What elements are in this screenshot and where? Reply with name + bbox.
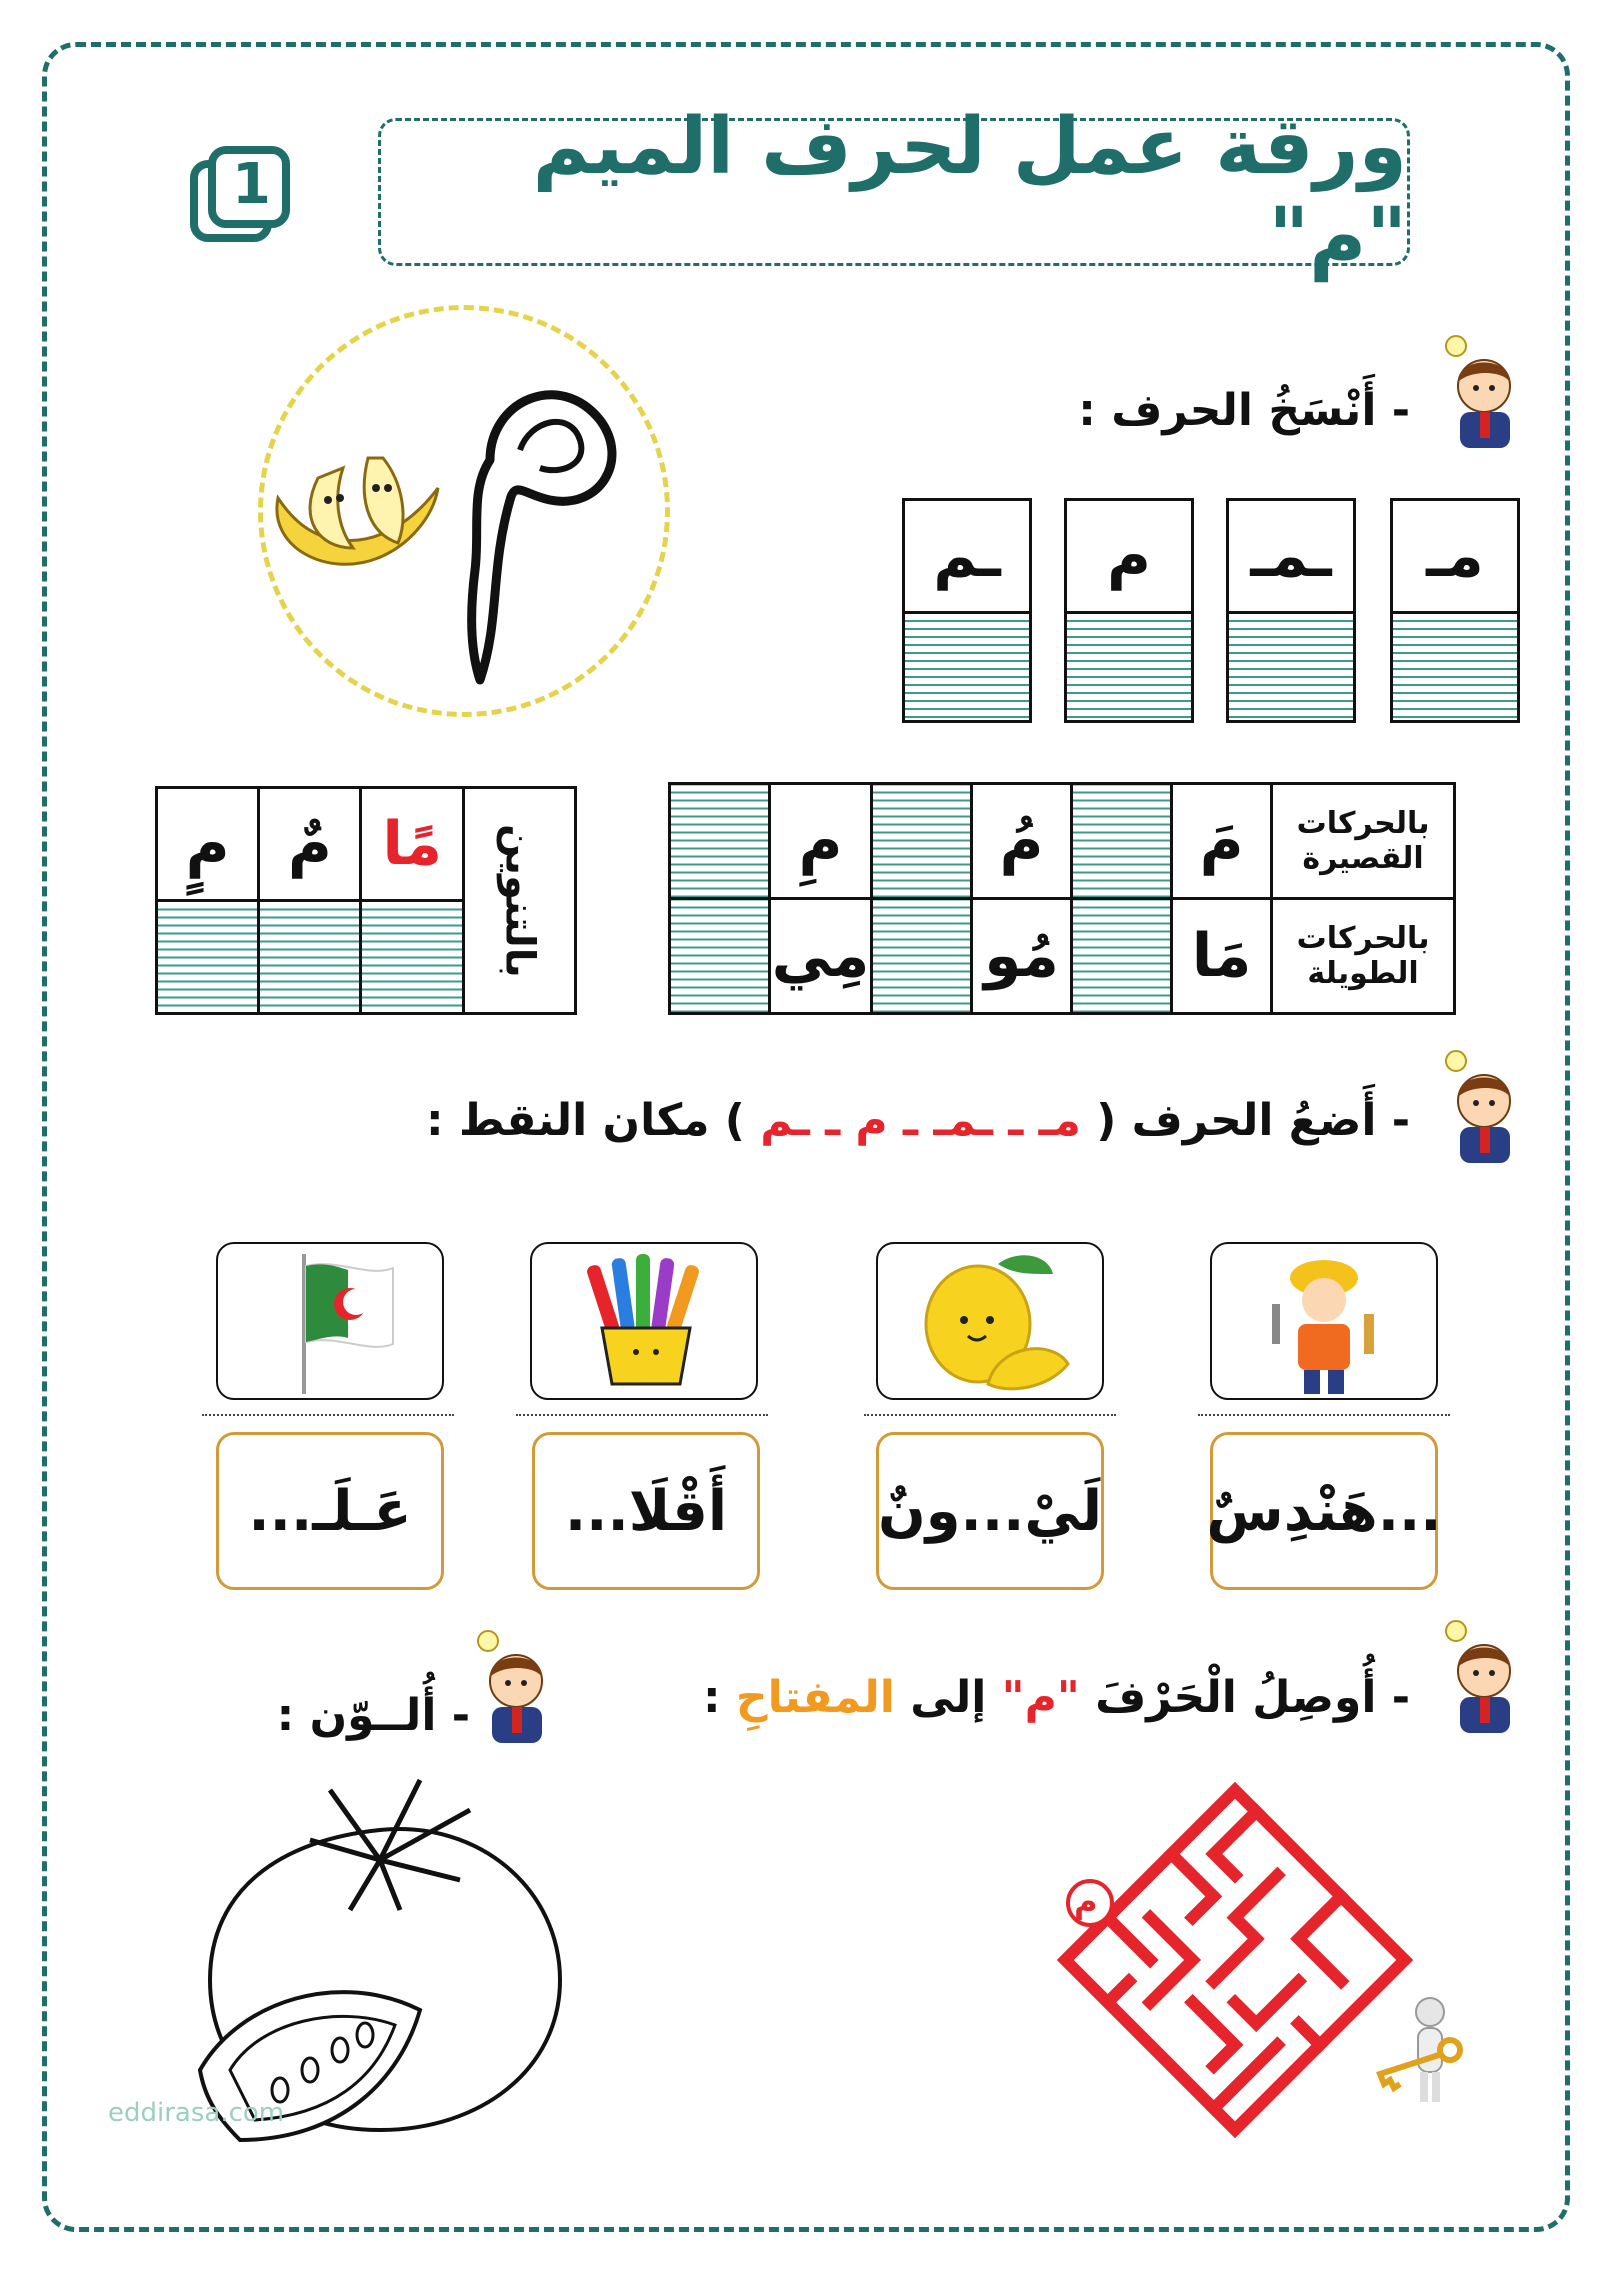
word-card[interactable]: عَـلَـ... — [216, 1432, 444, 1590]
tanween-cell: مًا — [361, 788, 463, 901]
title-box — [378, 102, 1410, 282]
writing-lines[interactable] — [905, 614, 1029, 718]
copy-card-2 — [1226, 498, 1356, 723]
maze-letter-label: "م" — [1001, 1672, 1080, 1723]
dotted-line — [864, 1414, 1116, 1416]
copy-letter: ـم — [905, 501, 1029, 614]
picture-card-engineer — [1210, 1242, 1438, 1400]
tanween-label: بالتنوين — [463, 788, 575, 1014]
short-vowel-cell: مِ — [770, 784, 872, 899]
copy-letter: ـمـ — [1229, 501, 1353, 614]
banana-icon — [258, 438, 448, 588]
maze-heading-end: : — [702, 1672, 721, 1723]
short-vowel-cell: مُ — [972, 784, 1072, 899]
copy-letter: م — [1067, 501, 1191, 614]
copy-card-3 — [1064, 498, 1194, 723]
writing-cell[interactable] — [1072, 899, 1172, 1014]
copy-card-4 — [902, 498, 1032, 723]
row-label-short: بالحركات القصيرة — [1272, 784, 1455, 899]
long-vowel-cell: مَا — [1172, 899, 1272, 1014]
picture-card-pens — [530, 1242, 758, 1400]
boy-icon — [1430, 1045, 1526, 1165]
writing-cell[interactable] — [1072, 784, 1172, 899]
short-vowel-cell: مَ — [1172, 784, 1272, 899]
long-vowel-cell: مُو — [972, 899, 1072, 1014]
writing-cell[interactable] — [670, 899, 770, 1014]
writing-lines[interactable] — [1229, 614, 1353, 718]
maze-heading-mid: إلى — [910, 1672, 987, 1723]
writing-lines[interactable] — [1393, 614, 1517, 718]
page-number-badge — [188, 146, 292, 246]
maze-key-word: المفتاحِ — [735, 1672, 895, 1723]
algeria-flag-icon — [218, 1244, 442, 1398]
copy-heading: - أَنْسَخُ الحرف : — [1078, 385, 1410, 436]
boy-icon — [1430, 1615, 1526, 1735]
place-heading-end: ) مكان النقط : — [425, 1095, 745, 1146]
picture-card-lemon — [876, 1242, 1104, 1400]
picture-card-flag — [216, 1242, 444, 1400]
long-vowel-cell: مِي — [770, 899, 872, 1014]
harakat-table — [668, 782, 1456, 1015]
boy-icon — [462, 1625, 558, 1745]
writing-cell[interactable] — [871, 899, 971, 1014]
word-card[interactable]: ...هَنْدِسٌ — [1210, 1432, 1438, 1590]
writing-lines[interactable] — [1067, 614, 1191, 718]
writing-cell[interactable] — [871, 784, 971, 899]
watermark: eddirasa.com — [108, 2098, 285, 2128]
copy-card-1 — [1390, 498, 1520, 723]
writing-cell[interactable] — [157, 901, 259, 1014]
place-letters: مـ ـ ـمـ ـ م ـ ـم — [760, 1095, 1081, 1146]
page-number: 1 — [232, 152, 271, 217]
dotted-line — [1198, 1414, 1450, 1416]
word-card[interactable]: لَيْ...ونٌ — [876, 1432, 1104, 1590]
outline-letter-meem — [430, 350, 630, 690]
tanween-cell: مٍ — [157, 788, 259, 901]
writing-cell[interactable] — [361, 901, 463, 1014]
writing-cell[interactable] — [259, 901, 361, 1014]
pens-cup-icon — [532, 1244, 756, 1398]
dotted-line — [516, 1414, 768, 1416]
boy-icon — [1430, 330, 1526, 450]
place-heading — [426, 1095, 1410, 1146]
copy-letter: مـ — [1393, 501, 1517, 614]
tanween-table — [155, 786, 577, 1015]
writing-cell[interactable] — [670, 784, 770, 899]
engineer-icon — [1212, 1244, 1436, 1398]
dotted-line — [202, 1414, 454, 1416]
place-heading-start: - أَضعُ الحرف ( — [1096, 1095, 1410, 1146]
color-heading: - أُلــوّن : — [276, 1690, 470, 1741]
tanween-cell: مٌ — [259, 788, 361, 901]
lemon-icon — [878, 1244, 1102, 1398]
maze-start-letter: م — [1074, 1882, 1098, 1920]
page-title: ورقة عمل لحرف الميم "م" — [532, 102, 1407, 282]
word-card[interactable]: أَقْلَا... — [532, 1432, 760, 1590]
copy-cards-row — [902, 498, 1522, 723]
row-label-long: بالحركات الطويلة — [1272, 899, 1455, 1014]
maze-heading-start: - أُوصِلُ الْحَرْفَ — [1095, 1672, 1410, 1723]
maze-heading — [703, 1672, 1410, 1723]
key-person-icon — [1360, 1990, 1470, 2110]
